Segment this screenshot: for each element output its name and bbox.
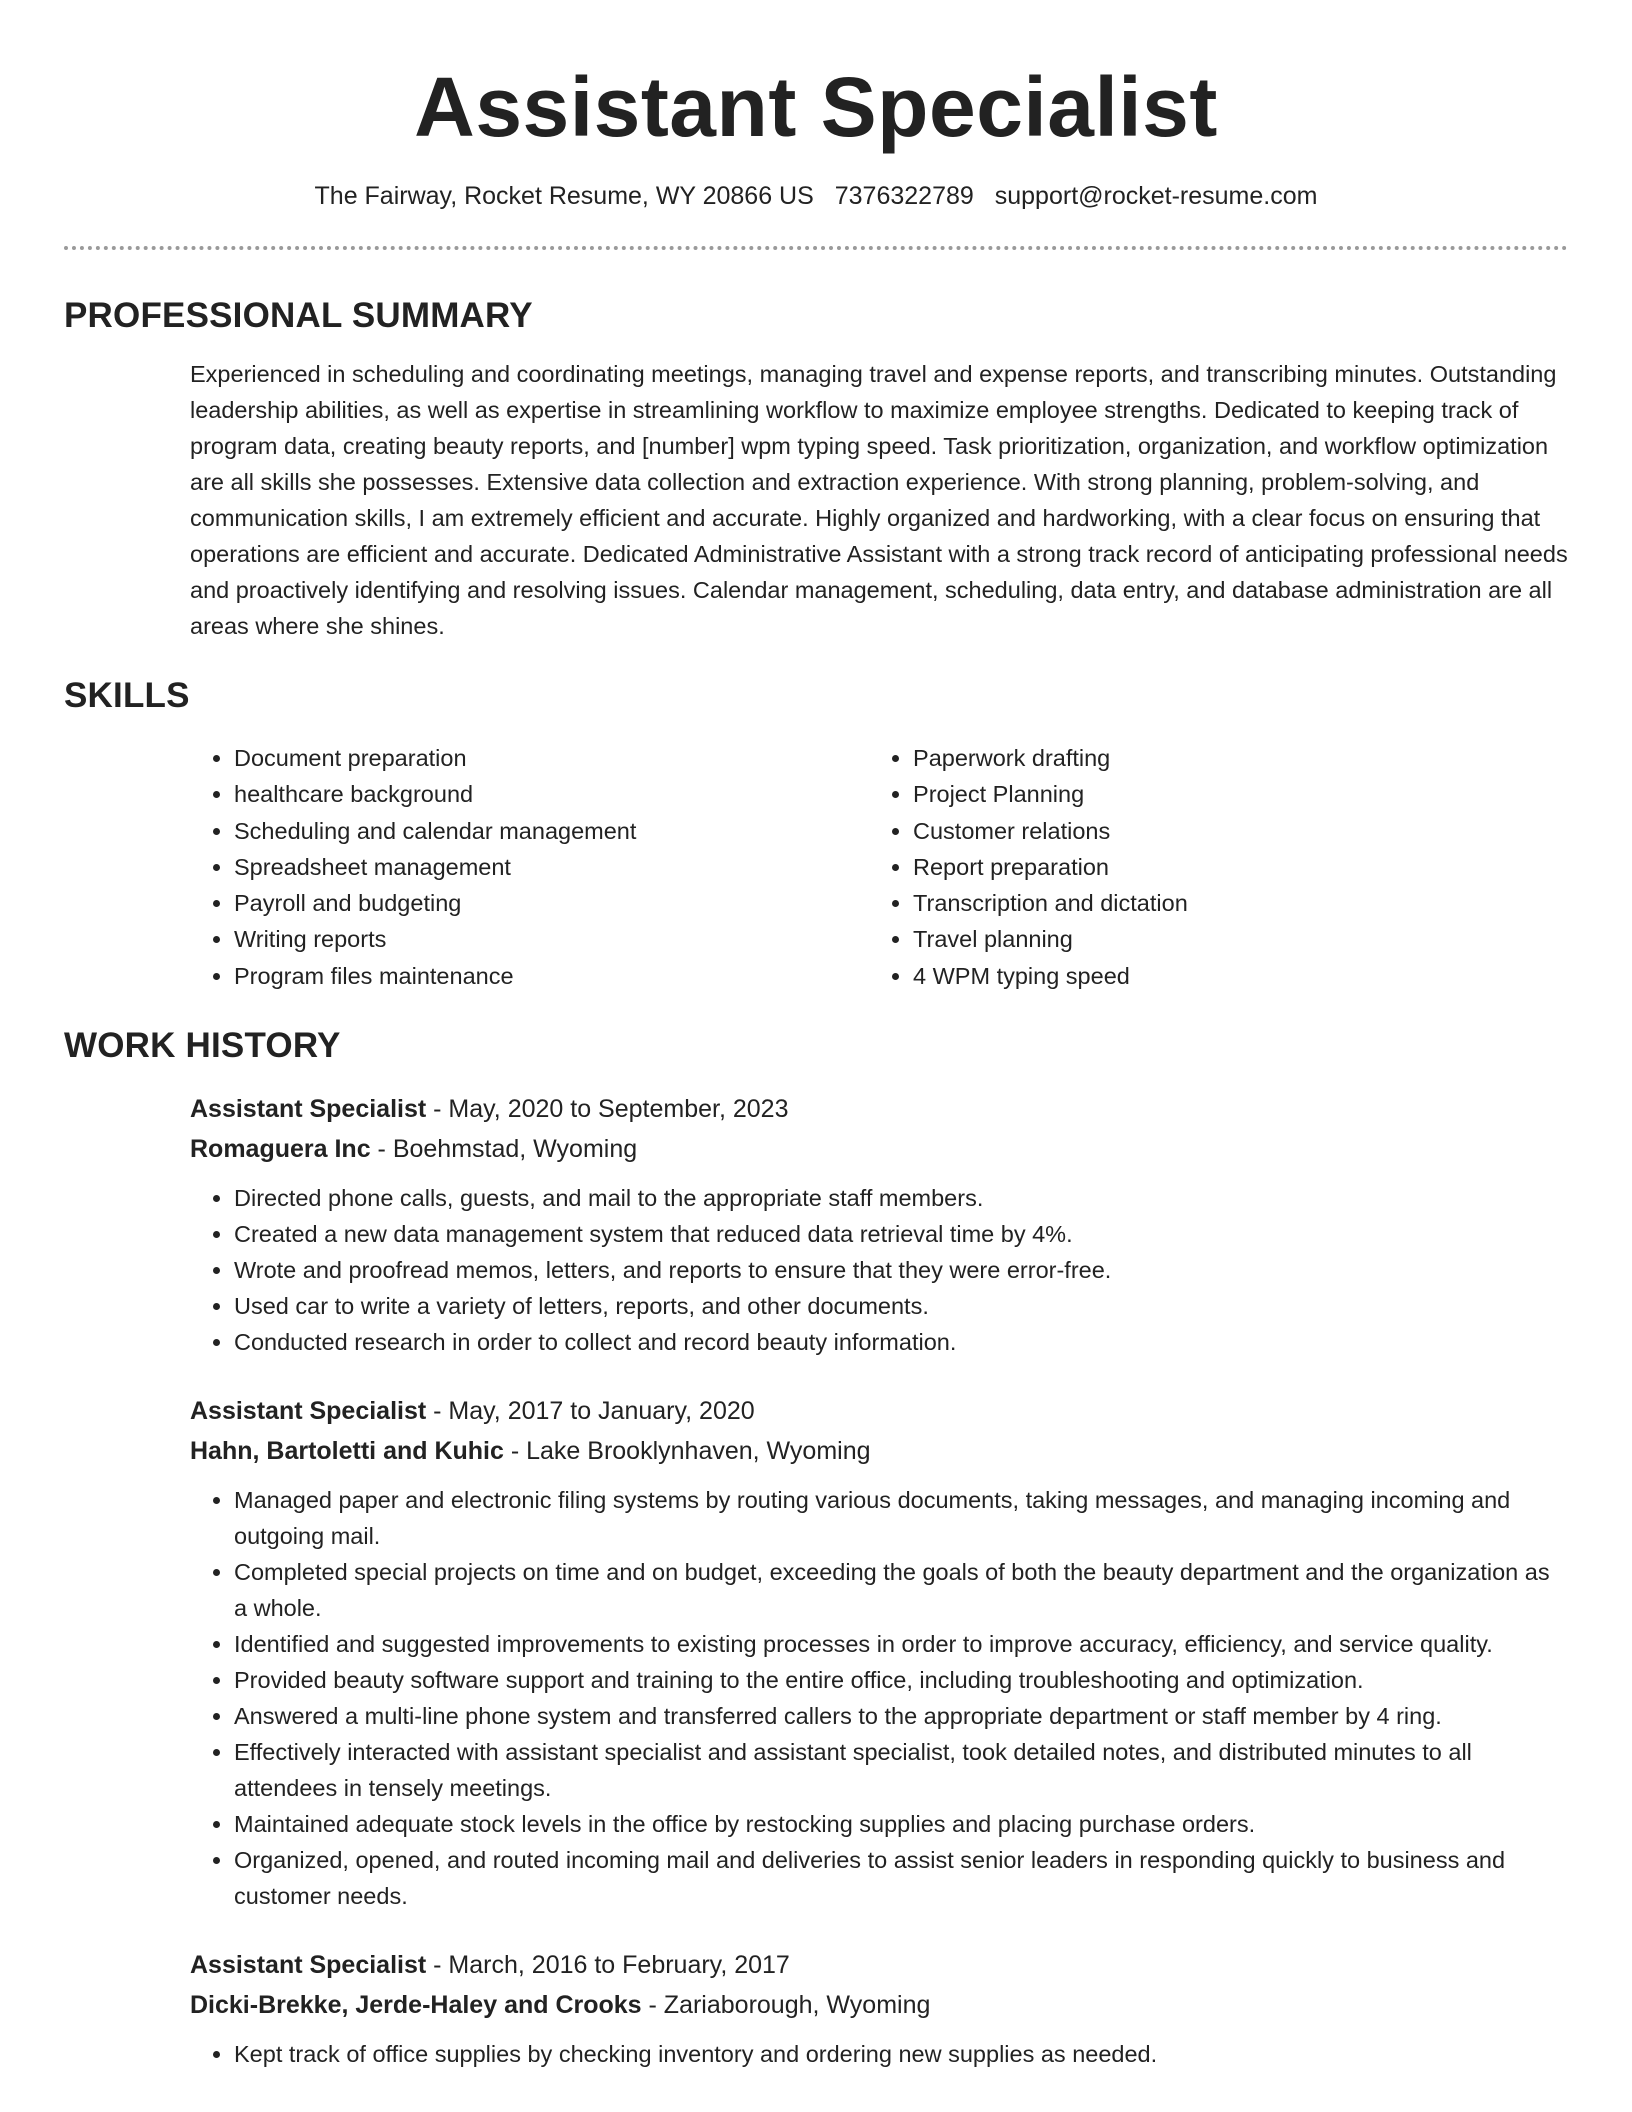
job-company: Dicki-Brekke, Jerde-Haley and Crooks <box>190 1991 642 2020</box>
skill-item: • Transcription and dictation <box>913 885 1568 921</box>
skill-item: • Paperwork drafting <box>913 740 1568 776</box>
job-title-line <box>190 1090 1568 1128</box>
job-company-line <box>190 1432 1568 1470</box>
summary-text: Experienced in scheduling and coordinating meetings, managing travel and expense reports, and transcribing minutes. Outstanding leadership abilities, as well as expertise in streamlining workflow to maximize employee strengths. Dedicated to keeping track of program data, creating beauty reports, and [number] wpm typing speed. Task prioritization, organization, and workflow optimization are all skills she possesses. Extensive data collection and extraction experience. With strong planning, problem-solving, and communication skills, I am extremely efficient and accurate. Highly organized and hardworking, with a clear focus on ensuring that operations are efficient and accurate. Dedicated Administrative Assistant with a strong track record of anticipating professional needs and proactively identifying and resolving issues. Calendar management, scheduling, data entry, and database administration are all areas where she shines. <box>190 361 1568 639</box>
skill-item: • Writing reports <box>234 921 869 957</box>
duty-item: • Effectively interacted with assistant specialist and assistant specialist, took detailed notes, and distributed minutes to all attendees in tensely meetings. <box>234 1734 1568 1806</box>
job-dates: - March, 2016 to February, 2017 <box>426 1951 790 1980</box>
skill-item: • Customer relations <box>913 813 1568 849</box>
duty-item: • Provided beauty software support and training to the entire office, including troubleshooting and optimization. <box>234 1662 1568 1698</box>
duty-item: • Completed special projects on time and on budget, exceeding the goals of both the beauty department and the organization as a whole. <box>234 1554 1568 1626</box>
job-title-line <box>190 1946 1568 1984</box>
duty-item: • Answered a multi-line phone system and transferred callers to the appropriate department or staff member by 4 ring. <box>234 1698 1568 1734</box>
skill-item: • 4 WPM typing speed <box>913 958 1568 994</box>
job-duties <box>190 1180 1568 1360</box>
skills-column-right <box>869 740 1568 994</box>
duty-item: • Managed paper and electronic filing systems by routing various documents, taking messages, and managing incoming and outgoing mail. <box>234 1482 1568 1554</box>
job-entry <box>190 1392 1568 1914</box>
job-title: Assistant Specialist <box>190 1397 427 1426</box>
skill-item: • Program files maintenance <box>234 958 869 994</box>
duty-item: • Identified and suggested improvements to existing processes in order to improve accuracy, efficiency, and service quality. <box>234 1626 1568 1662</box>
job-entry <box>190 1090 1568 1360</box>
skill-item: • healthcare background <box>234 776 869 812</box>
job-title: Assistant Specialist <box>190 1951 427 1980</box>
duty-item: • Created a new data management system that reduced data retrieval time by 4%. <box>234 1216 1568 1252</box>
job-dates: - May, 2020 to September, 2023 <box>426 1095 789 1124</box>
duty-item: • Organized, opened, and routed incoming mail and deliveries to assist senior leaders in responding quickly to business and customer needs. <box>234 1842 1568 1914</box>
job-title-line <box>190 1392 1568 1430</box>
job-duties <box>190 2036 1568 2072</box>
duty-item: • Maintained adequate stock levels in the office by restocking supplies and placing purchase orders. <box>234 1806 1568 1842</box>
section-title-summary: PROFESSIONAL SUMMARY <box>64 296 533 335</box>
skills-list <box>190 740 1568 994</box>
skill-item: • Spreadsheet management <box>234 849 869 885</box>
job-company-line <box>190 1130 1568 1168</box>
job-title: Assistant Specialist <box>190 1095 427 1124</box>
job-company-line <box>190 1986 1568 2024</box>
job-entry <box>190 1946 1568 2072</box>
duty-item: • Conducted research in order to collect and record beauty information. <box>234 1324 1568 1360</box>
duty-item: • Used car to write a variety of letters, reports, and other documents. <box>234 1288 1568 1324</box>
job-dates: - May, 2017 to January, 2020 <box>426 1397 755 1426</box>
skill-item: • Report preparation <box>913 849 1568 885</box>
skills-column-left <box>190 740 869 994</box>
job-location: - Zariaborough, Wyoming <box>641 1991 931 2020</box>
header-divider <box>64 246 1568 250</box>
job-duties <box>190 1482 1568 1914</box>
job-company: Hahn, Bartoletti and Kuhic <box>190 1437 504 1466</box>
candidate-name: Assistant Specialist <box>414 60 1218 154</box>
phone: 7376322789 <box>834 182 974 210</box>
skill-item: • Document preparation <box>234 740 869 776</box>
section-title-skills: SKILLS <box>64 676 190 715</box>
duty-item: • Directed phone calls, guests, and mail to the appropriate staff members. <box>234 1180 1568 1216</box>
job-location: - Lake Brooklynhaven, Wyoming <box>503 1437 871 1466</box>
job-company: Romaguera Inc <box>190 1135 371 1164</box>
duty-item: • Kept track of office supplies by checking inventory and ordering new supplies as needed. <box>234 2036 1568 2072</box>
skill-item: • Payroll and budgeting <box>234 885 869 921</box>
skill-item: • Scheduling and calendar management <box>234 813 869 849</box>
duty-item: • Wrote and proofread memos, letters, and reports to ensure that they were error-free. <box>234 1252 1568 1288</box>
contact-line <box>64 180 1568 212</box>
email: support@rocket-resume.com <box>994 182 1318 210</box>
skill-item: • Project Planning <box>913 776 1568 812</box>
skill-item: • Travel planning <box>913 921 1568 957</box>
section-title-work-history: WORK HISTORY <box>64 1026 341 1066</box>
job-location: - Boehmstad, Wyoming <box>370 1135 638 1164</box>
address: The Fairway, Rocket Resume, WY 20866 US <box>314 182 814 210</box>
